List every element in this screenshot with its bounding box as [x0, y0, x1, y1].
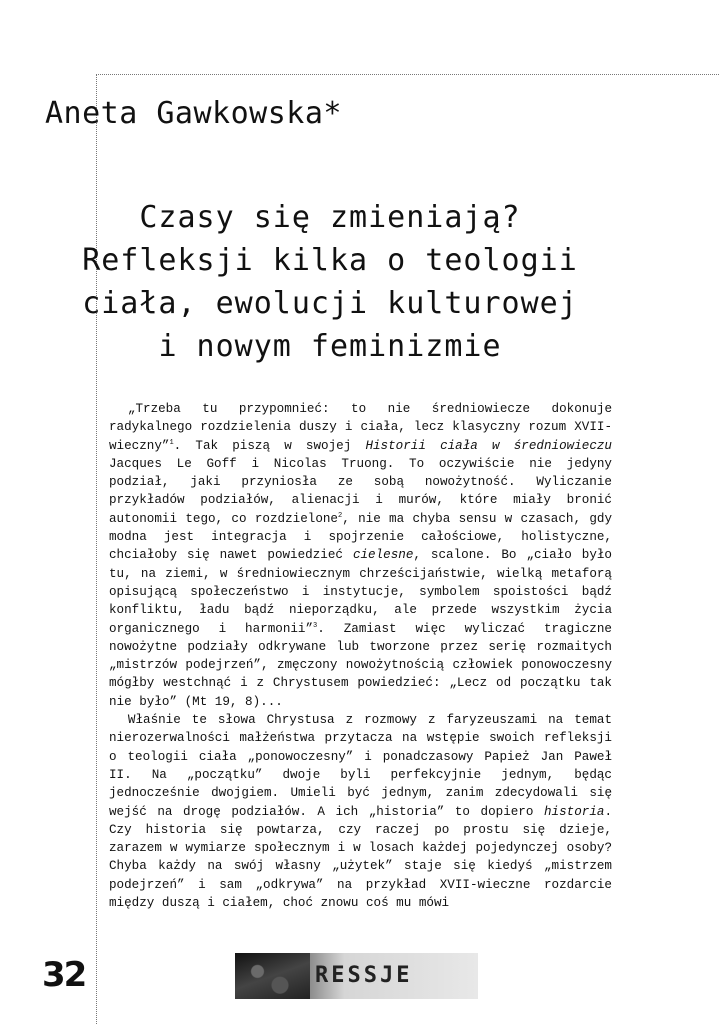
article-title — [30, 196, 630, 368]
title-line: i nowym feminizmie — [158, 329, 502, 364]
logo-wordmark: RESSJE — [315, 963, 413, 988]
footnote-mark: 2 — [338, 511, 343, 520]
text-run: . Czy historia się powtarza, czy raczej po prostu się dzieje, zarazem w wymiarze społecznym i w losach każdej pojedynczej osoby? Chyba każdy na swój własny „użytek” staje się kiedyś „mistrzem podejrzeń” i sam „odkrywa” na przykład XVII-wieczne rozdarcie między duszą i ciałem, choć znowu coś mu mówi — [109, 804, 612, 911]
journal-logo — [235, 953, 478, 999]
text-run: Jacques Le Goff i Nicolas Truong. To oczywiście nie jedyny podział, jaki przyniosła ze sobą nowożytność. Wyliczanie przykładów podziałów, alienacji i murów, które miały bronić autonomii tego, co rozdzielone — [109, 456, 612, 526]
emphasis-word: historia — [543, 804, 605, 819]
book-title: Historii ciała w średniowieczu — [365, 438, 612, 453]
text-run: , scalone. Bo „ciało było tu, na ziemi, w średniowiecznym chrześcijaństwie, wielką metaforą opisującą społeczeństwo i instytucje, symbolem spoistości bądź konfliktu, ładu bądź nieporządku, ale przede wszystkim życia organicznego i harmonii” — [109, 548, 612, 636]
text-run: . Zamiast więc wyliczać tragiczne nowożytne podziały odkrywane lub tworzone przez serię rozmaitych „mistrzów podejrzeń”, zmęczony nowożytnością człowiek ponowoczesny mógłby westchnąć i z Chrystusem powiedzieć: „Lecz od początku tak nie było” (Mt 19, 8)... — [109, 621, 612, 709]
text-run: . Tak piszą w swojej — [173, 438, 366, 453]
top-dotted-rule — [96, 74, 719, 75]
footnote-mark: 1 — [169, 438, 174, 447]
page-number: 32 — [42, 955, 86, 995]
text-run: „Trzeba tu przypomnieć: to nie średniowiecze dokonuje radykalnego rozdzielenia duszy i ciała, lecz klasyczny rozum XVII-wieczny” — [109, 402, 612, 453]
text-run: , nie ma chyba sensu w czasach, gdy modna jest integracja i spojrzenie całościowe, holistyczne, chciałoby się nawet powiedzieć — [109, 511, 612, 563]
emphasis-word: cielesne — [352, 548, 414, 563]
author-name: Aneta Gawkowska* — [45, 96, 342, 131]
body-paragraph — [109, 400, 612, 711]
footnote-mark: 3 — [313, 621, 318, 630]
title-line: ciała, ewolucji kulturowej — [82, 286, 578, 321]
body-paragraph — [109, 711, 612, 912]
text-run: Właśnie te słowa Chrystusa z rozmowy z faryzeuszami na temat nierozerwalności małżeństwa przytacza na wstępie swoich refleksji o teologii ciała „ponowoczesny” i ponadczasowy Papież Jan Paweł II. Na „początku” dwoje byli perfekcyjnie jednym, będąc jednocześnie dwojgiem. Umieli być jednym, zanim zdecydowali się wejść na drogę podziałów. A ich „historia” to dopiero — [109, 713, 612, 819]
article-body — [109, 400, 612, 912]
logo-photo — [235, 953, 310, 999]
title-line: Czasy się zmieniają? — [139, 200, 521, 235]
title-line: Refleksji kilka o teologii — [82, 243, 578, 278]
